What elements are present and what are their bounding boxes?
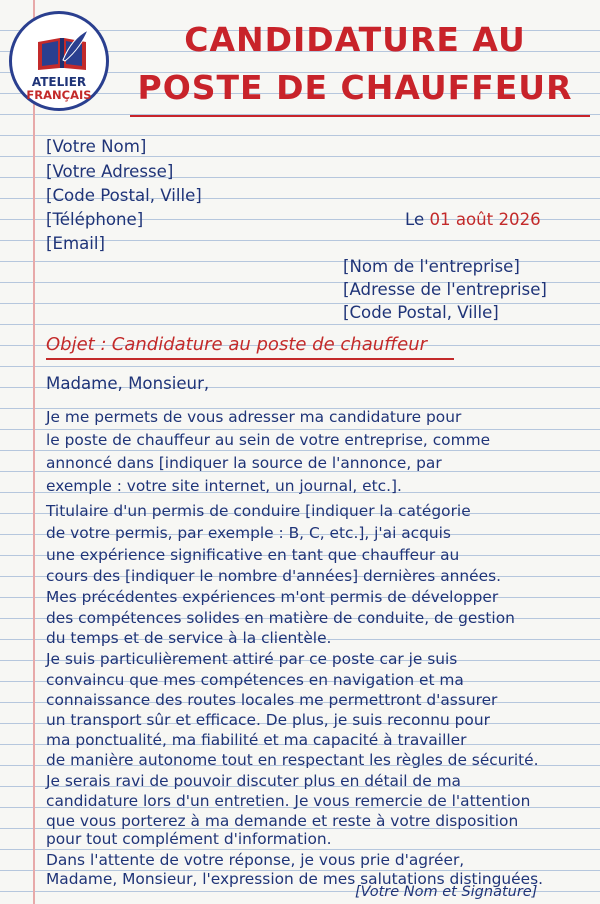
body-line: que vous porterez à ma demande et reste à votre disposition <box>46 812 519 830</box>
logo-text-line2: FRANÇAIS <box>26 88 92 102</box>
body-line: une expérience significative en tant que chauffeur au <box>46 546 460 564</box>
body-line: connaissance des routes locales me permettront d'assurer <box>46 691 498 709</box>
body-line: Je me permets de vous adresser ma candidature pour <box>46 408 462 426</box>
body-line: Madame, Monsieur, l'expression de mes salutations distinguées. <box>46 870 543 888</box>
atelier-francais-logo <box>9 11 109 111</box>
sender-name: [Votre Nom] <box>46 137 147 156</box>
title-underline <box>130 115 590 117</box>
recipient-address: [Adresse de l'entreprise] <box>343 280 547 299</box>
sender-postal-city: [Code Postal, Ville] <box>46 186 202 205</box>
body-line: un transport sûr et efficace. De plus, je suis reconnu pour <box>46 711 490 729</box>
body-line: de manière autonome tout en respectant les règles de sécurité. <box>46 751 539 769</box>
body-line: annoncé dans [indiquer la source de l'annonce, par <box>46 454 442 472</box>
body-line: Mes précédentes expériences m'ont permis de développer <box>46 588 499 606</box>
body-line: le poste de chauffeur au sein de votre entreprise, comme <box>46 431 491 449</box>
logo-text-line1: ATELIER <box>31 75 87 89</box>
sender-phone: [Téléphone] <box>46 210 144 229</box>
date-prefix: Le <box>405 210 425 229</box>
subject-underline <box>46 358 454 360</box>
body-line: des compétences solides en matière de conduite, de gestion <box>46 609 515 627</box>
salutation: Madame, Monsieur, <box>46 374 210 393</box>
body-line: Dans l'attente de votre réponse, je vous prie d'agréer, <box>46 851 465 869</box>
body-line: Je serais ravi de pouvoir discuter plus en détail de ma <box>46 772 461 790</box>
book-quill-icon <box>34 28 90 74</box>
body-line: de votre permis, par exemple : B, C, etc.], j'ai acquis <box>46 524 451 542</box>
title-line1: CANDIDATURE AU <box>184 20 526 59</box>
recipient-company: [Nom de l'entreprise] <box>343 257 520 276</box>
body-line: candidature lors d'un entretien. Je vous remercie de l'attention <box>46 792 531 810</box>
subject-text: Candidature au poste de chauffeur <box>111 334 428 355</box>
recipient-postal-city: [Code Postal, Ville] <box>343 303 499 322</box>
sender-address: [Votre Adresse] <box>46 162 174 181</box>
body-line: cours des [indiquer le nombre d'années] dernières années. <box>46 567 501 585</box>
body-line: convaincu que mes compétences en navigation et ma <box>46 671 464 689</box>
body-line: Je suis particulièrement attiré par ce poste car je suis <box>46 650 458 668</box>
body-line: ma ponctualité, ma fiabilité et ma capacité à travailler <box>46 731 467 749</box>
title-line2: POSTE DE CHAUFFEUR <box>137 68 573 107</box>
body-line: du temps et de service à la clientèle. <box>46 629 332 647</box>
date-line <box>405 208 541 232</box>
date-value: 01 août 2026 <box>429 210 541 229</box>
sender-email: [Email] <box>46 234 105 253</box>
body-line: exemple : votre site internet, un journal, etc.]. <box>46 477 402 495</box>
subject-line <box>46 333 427 357</box>
subject-label: Objet : <box>46 334 107 355</box>
body-line: Titulaire d'un permis de conduire [indiquer la catégorie <box>46 502 471 520</box>
signature-placeholder: [Votre Nom et Signature] <box>355 884 538 900</box>
body-line: pour tout complément d'information. <box>46 830 332 848</box>
